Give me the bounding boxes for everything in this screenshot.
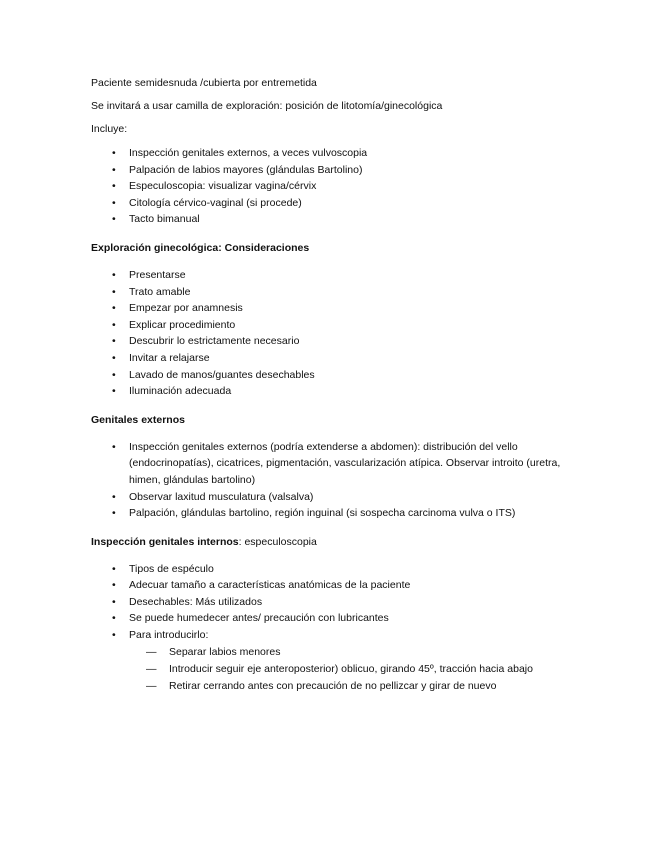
section-heading-external: Genitales externos	[91, 413, 185, 426]
intro-line-includes: Incluye:	[91, 123, 128, 135]
external-list	[91, 439, 571, 522]
list-item: • Lavado de manos/guantes desechables	[91, 367, 571, 384]
list-item-label: Para introducirlo:	[129, 629, 209, 642]
list-item: • Adecuar tamaño a características anatómicas de la paciente	[91, 577, 571, 594]
heading-bold-part: Inspección genitales internos	[91, 535, 239, 548]
list-item	[91, 627, 571, 695]
heading-normal-part: : especuloscopia	[238, 535, 317, 548]
list-item: • Palpación, glándulas bartolino, región inguinal (si sospecha carcinoma vulva o ITS)	[91, 505, 571, 522]
list-item: • Desechables: Más utilizados	[91, 594, 571, 611]
list-item: • Iluminación adecuada	[91, 383, 571, 400]
list-item: • Empezar por anamnesis	[91, 300, 571, 317]
list-item: • Especuloscopia: visualizar vagina/cérvix	[91, 178, 571, 195]
list-item: • Invitar a relajarse	[91, 350, 571, 367]
document-page	[91, 76, 571, 708]
list-item: • Inspección genitales externos, a veces vulvoscopia	[91, 145, 571, 162]
list-item: • Explicar procedimiento	[91, 317, 571, 334]
introduction-steps-list	[129, 644, 571, 695]
sub-list-item: — Retirar cerrando antes con precaución de no pellizcar y girar de nuevo	[129, 678, 571, 695]
section-heading-internal	[91, 535, 571, 549]
list-item: • Citología cérvico-vaginal (si procede)	[91, 195, 571, 212]
sub-list-item: — Introducir seguir eje anteroposterior) oblicuo, girando 45º, tracción hacia abajo	[129, 661, 571, 678]
list-item: • Se puede humedecer antes/ precaución con lubricantes	[91, 610, 571, 627]
list-item: • Trato amable	[91, 284, 571, 301]
considerations-list	[91, 267, 571, 400]
list-item: • Presentarse	[91, 267, 571, 284]
list-item: • Inspección genitales externos (podría extenderse a abdomen): distribución del vello (endocrinopatías), cicatrices, pigmentación, vascularización atípica. Observar introito (uretra, himen, glándulas bartolino)	[91, 439, 571, 489]
intro-line-position: Se invitará a usar camilla de exploración: posición de litotomía/ginecológica	[91, 100, 443, 112]
sub-list-item: — Separar labios menores	[129, 644, 571, 661]
list-item: • Tacto bimanual	[91, 211, 571, 228]
internal-list	[91, 561, 571, 695]
section-heading-considerations: Exploración ginecológica: Consideraciones	[91, 241, 310, 254]
intro-line-patient: Paciente semidesnuda /cubierta por entremetida	[91, 77, 317, 89]
list-item: • Descubrir lo estrictamente necesario	[91, 333, 571, 350]
includes-list	[91, 145, 571, 228]
list-item: • Tipos de espéculo	[91, 561, 571, 578]
list-item: • Palpación de labios mayores (glándulas Bartolino)	[91, 162, 571, 179]
list-item: • Observar laxitud musculatura (valsalva)	[91, 489, 571, 506]
